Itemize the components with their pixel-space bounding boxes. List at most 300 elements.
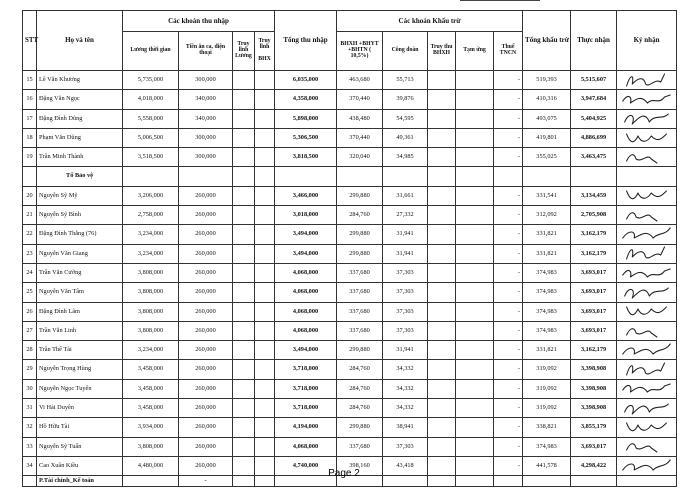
row-tax: -	[494, 148, 523, 167]
row-arrears-insurance	[428, 379, 456, 398]
row-total-deduction: 331,541	[523, 186, 571, 205]
row-salary: 3,934,000	[123, 418, 179, 437]
row-total-income: 4,740,000	[275, 456, 337, 475]
row-salary: 3,234,000	[123, 341, 179, 360]
row-arrears-bhx	[255, 379, 275, 398]
signature-icon	[619, 91, 674, 108]
row-net: 4,298,422	[571, 456, 617, 475]
signature-icon	[619, 226, 674, 243]
row-meal: 300,000	[179, 71, 233, 90]
row-name: Đặng Đình Dũng	[37, 109, 123, 128]
row-arrears-bhx	[255, 148, 275, 167]
row-meal: 340,000	[179, 90, 233, 109]
row-net: 4,886,699	[571, 128, 617, 147]
row-arrears-bhx	[255, 225, 275, 244]
row-meal: 300,000	[179, 128, 233, 147]
row-union: 34,332	[383, 399, 428, 418]
col-tax: Thuế TNCN	[494, 32, 523, 71]
row-advance	[456, 399, 494, 418]
signature-mark	[617, 399, 677, 418]
table-row	[23, 225, 677, 244]
row-advance	[456, 263, 494, 282]
row-meal: 260,000	[179, 263, 233, 282]
row-tax: -	[494, 418, 523, 437]
row-insurance: 299,880	[337, 418, 383, 437]
row-name: Nguyễn Văn Tâm	[37, 283, 123, 302]
row-net: 3,398,908	[571, 360, 617, 379]
row-union: 37,303	[383, 263, 428, 282]
row-tax: -	[494, 263, 523, 282]
signature-mark	[617, 71, 677, 90]
row-arrears-bhx	[255, 321, 275, 340]
row-insurance: 284,760	[337, 360, 383, 379]
signature-icon	[619, 284, 674, 301]
row-tax: -	[494, 456, 523, 475]
row-tax: -	[494, 244, 523, 263]
row-total-income: 3,018,000	[275, 206, 337, 225]
row-total-deduction: 519,393	[523, 71, 571, 90]
row-total-deduction: 319,092	[523, 399, 571, 418]
row-salary: 4,018,000	[123, 90, 179, 109]
col-arrears-insurance: Truy thu BHXH	[428, 32, 456, 71]
signature-mark	[617, 283, 677, 302]
row-salary: 3,808,000	[123, 302, 179, 321]
row-advance	[456, 109, 494, 128]
row-tax: -	[494, 321, 523, 340]
row-total-income: 3,718,000	[275, 360, 337, 379]
col-arrears-bhx	[255, 32, 275, 71]
row-union: 34,332	[383, 379, 428, 398]
row-total-income: 4,194,000	[275, 418, 337, 437]
row-union: 34,332	[383, 360, 428, 379]
row-total-deduction: 331,821	[523, 341, 571, 360]
row-advance	[456, 379, 494, 398]
row-total-deduction: 374,983	[523, 302, 571, 321]
row-meal: 340,000	[179, 109, 233, 128]
row-arrears-bhx	[255, 341, 275, 360]
table-row	[23, 90, 677, 109]
row-tax: -	[494, 109, 523, 128]
row-net: 3,693,017	[571, 283, 617, 302]
row-total-income: 4,068,000	[275, 263, 337, 282]
table-row	[23, 109, 677, 128]
signature-icon	[619, 245, 674, 262]
signature-icon	[619, 361, 674, 378]
table-row	[23, 128, 677, 147]
row-arrears-insurance	[428, 399, 456, 418]
row-advance	[456, 321, 494, 340]
row-meal: 260,000	[179, 360, 233, 379]
row-tax: -	[494, 341, 523, 360]
col-total-deduction: Tổng khấu trừ	[523, 11, 571, 71]
row-total-income: 4,068,000	[275, 302, 337, 321]
table-row	[23, 341, 677, 360]
row-stt: 26	[23, 302, 37, 321]
row-name: Đặng Đình Lâm	[37, 302, 123, 321]
row-net: 3,134,459	[571, 186, 617, 205]
row-insurance: 284,760	[337, 206, 383, 225]
signature-mark	[617, 302, 677, 321]
row-meal: 300,000	[179, 148, 233, 167]
row-name: Cao Xuân Kiều	[37, 456, 123, 475]
row-meal: 260,000	[179, 437, 233, 456]
footer-dash: -	[179, 476, 233, 487]
row-total-income: 6,035,000	[275, 71, 337, 90]
row-advance	[456, 437, 494, 456]
row-union: 27,332	[383, 206, 428, 225]
signature-icon	[619, 303, 674, 320]
table-row	[23, 263, 677, 282]
row-salary: 3,234,000	[123, 225, 179, 244]
row-net: 3,693,017	[571, 437, 617, 456]
row-total-income: 4,068,000	[275, 283, 337, 302]
row-salary: 3,518,500	[123, 148, 179, 167]
row-name: Trần Văn Linh	[37, 321, 123, 340]
signature-mark	[617, 186, 677, 205]
row-arrears-salary	[233, 263, 255, 282]
row-stt: 31	[23, 399, 37, 418]
payroll-table	[22, 10, 677, 487]
row-arrears-insurance	[428, 244, 456, 263]
footer-label: P.Tài chính_Kế toán	[37, 476, 123, 487]
row-tax: -	[494, 379, 523, 398]
row-advance	[456, 90, 494, 109]
col-salary: Lương thời gian	[123, 32, 179, 71]
col-total-income: Tổng thu nhập	[275, 11, 337, 71]
row-arrears-salary	[233, 206, 255, 225]
row-union: 37,303	[383, 321, 428, 340]
row-arrears-insurance	[428, 437, 456, 456]
table-row	[23, 418, 677, 437]
table-row	[23, 360, 677, 379]
row-name: Lê Văn Khương	[37, 71, 123, 90]
signature-icon	[619, 419, 674, 436]
row-net: 3,162,179	[571, 244, 617, 263]
row-total-deduction: 331,821	[523, 225, 571, 244]
row-union: 34,985	[383, 148, 428, 167]
row-arrears-bhx	[255, 399, 275, 418]
row-net: 3,463,475	[571, 148, 617, 167]
row-arrears-salary	[233, 148, 255, 167]
row-arrears-salary	[233, 418, 255, 437]
row-meal: 260,000	[179, 321, 233, 340]
row-net: 3,693,017	[571, 263, 617, 282]
row-insurance: 337,680	[337, 283, 383, 302]
table-row	[23, 206, 677, 225]
signature-mark	[617, 321, 677, 340]
row-tax: -	[494, 71, 523, 90]
row-arrears-insurance	[428, 360, 456, 379]
row-tax: -	[494, 128, 523, 147]
row-insurance: 463,680	[337, 71, 383, 90]
row-total-income: 3,494,000	[275, 225, 337, 244]
col-bhx-label: BHX	[258, 55, 271, 62]
row-insurance: 398,160	[337, 456, 383, 475]
row-arrears-insurance	[428, 283, 456, 302]
table-row	[23, 321, 677, 340]
row-salary: 5,006,500	[123, 128, 179, 147]
signature-icon	[619, 380, 674, 397]
row-insurance: 337,680	[337, 302, 383, 321]
row-salary: 5,735,000	[123, 71, 179, 90]
signature-icon	[619, 400, 674, 417]
row-net: 3,162,179	[571, 225, 617, 244]
signature-mark	[617, 206, 677, 225]
row-union: 38,941	[383, 418, 428, 437]
row-name: Trần Văn Cường	[37, 263, 123, 282]
col-stt: STT	[23, 11, 37, 71]
col-deduction-group: Các khoản Khấu trừ	[337, 11, 523, 32]
signature-mark	[617, 418, 677, 437]
row-union: 31,941	[383, 225, 428, 244]
row-name: Hồ Hữu Tài	[37, 418, 123, 437]
row-net: 5,515,607	[571, 71, 617, 90]
row-salary: 3,206,000	[123, 186, 179, 205]
row-arrears-insurance	[428, 109, 456, 128]
payroll-sheet	[22, 10, 676, 487]
row-name: Nguyễn Ngọc Tuyến	[37, 379, 123, 398]
row-stt: 25	[23, 283, 37, 302]
row-net: 3,947,684	[571, 90, 617, 109]
table-row	[23, 71, 677, 90]
signature-mark	[617, 148, 677, 167]
row-net: 3,693,017	[571, 302, 617, 321]
col-arrears-bhx-label: Truy lĩnh	[258, 38, 271, 51]
signature-icon	[619, 207, 674, 224]
row-stt: 27	[23, 321, 37, 340]
row-total-deduction: 493,075	[523, 109, 571, 128]
row-meal: 260,000	[179, 302, 233, 321]
row-union: 31,941	[383, 244, 428, 263]
page-label: Page 2	[328, 468, 360, 479]
signature-mark	[617, 379, 677, 398]
signature-icon	[619, 187, 674, 204]
row-union: 43,418	[383, 456, 428, 475]
signature-mark	[617, 128, 677, 147]
row-total-deduction: 410,316	[523, 90, 571, 109]
row-arrears-salary	[233, 283, 255, 302]
row-arrears-salary	[233, 90, 255, 109]
row-arrears-salary	[233, 225, 255, 244]
row-insurance: 337,680	[337, 321, 383, 340]
row-arrears-bhx	[255, 263, 275, 282]
row-salary: 4,480,000	[123, 456, 179, 475]
row-name: Nguyễn Sỹ Mỹ	[37, 186, 123, 205]
row-arrears-salary	[233, 360, 255, 379]
row-name: Nguyễn Văn Giang	[37, 244, 123, 263]
col-insurance: BHXH +BHYT +BHTN ( 10,5%)	[337, 32, 383, 71]
row-total-deduction: 355,025	[523, 148, 571, 167]
col-sign: Ký nhận	[617, 11, 677, 71]
row-arrears-salary	[233, 399, 255, 418]
col-name: Họ và tên	[37, 11, 123, 71]
row-advance	[456, 283, 494, 302]
row-total-income: 5,898,000	[275, 109, 337, 128]
signature-mark	[617, 437, 677, 456]
row-arrears-insurance	[428, 71, 456, 90]
signature-icon	[619, 130, 674, 147]
row-union: 37,303	[383, 283, 428, 302]
row-salary: 3,808,000	[123, 321, 179, 340]
row-arrears-salary	[233, 186, 255, 205]
col-income-group: Các khoản thu nhập	[123, 11, 275, 32]
row-salary: 2,758,000	[123, 206, 179, 225]
row-union: 39,876	[383, 90, 428, 109]
signature-mark	[617, 109, 677, 128]
table-row	[23, 244, 677, 263]
row-advance	[456, 418, 494, 437]
row-name: Vi Hải Duyên	[37, 399, 123, 418]
row-total-deduction: 374,983	[523, 263, 571, 282]
row-advance	[456, 360, 494, 379]
row-arrears-insurance	[428, 128, 456, 147]
signature-icon	[619, 110, 674, 127]
row-arrears-salary	[233, 379, 255, 398]
row-arrears-insurance	[428, 225, 456, 244]
row-total-deduction: 374,983	[523, 437, 571, 456]
row-tax: -	[494, 302, 523, 321]
row-stt: 15	[23, 71, 37, 90]
row-stt: 33	[23, 437, 37, 456]
table-row	[23, 379, 677, 398]
table-row	[23, 148, 677, 167]
row-arrears-bhx	[255, 206, 275, 225]
row-arrears-salary	[233, 341, 255, 360]
row-total-income: 3,818,500	[275, 148, 337, 167]
row-name: Trần Thế Tài	[37, 341, 123, 360]
row-salary: 3,458,000	[123, 360, 179, 379]
row-arrears-insurance	[428, 418, 456, 437]
row-union: 49,361	[383, 128, 428, 147]
row-arrears-salary	[233, 302, 255, 321]
row-arrears-salary	[233, 244, 255, 263]
row-total-income: 4,068,000	[275, 321, 337, 340]
row-stt: 19	[23, 148, 37, 167]
row-advance	[456, 71, 494, 90]
row-arrears-bhx	[255, 244, 275, 263]
row-arrears-bhx	[255, 360, 275, 379]
row-salary: 3,808,000	[123, 283, 179, 302]
row-meal: 260,000	[179, 399, 233, 418]
signature-icon	[619, 438, 674, 455]
row-salary: 3,808,000	[123, 263, 179, 282]
row-total-deduction: 319,092	[523, 379, 571, 398]
row-meal: 260,000	[179, 244, 233, 263]
row-arrears-insurance	[428, 206, 456, 225]
signature-icon	[619, 342, 674, 359]
row-arrears-insurance	[428, 263, 456, 282]
signature-mark	[617, 90, 677, 109]
row-total-income: 4,068,000	[275, 437, 337, 456]
row-arrears-bhx	[255, 90, 275, 109]
signature-icon	[619, 149, 674, 166]
row-union: 37,303	[383, 302, 428, 321]
row-insurance: 299,880	[337, 186, 383, 205]
row-tax: -	[494, 186, 523, 205]
row-advance	[456, 341, 494, 360]
row-total-deduction: 374,983	[523, 283, 571, 302]
row-arrears-bhx	[255, 302, 275, 321]
row-meal: 260,000	[179, 283, 233, 302]
row-tax: -	[494, 399, 523, 418]
row-insurance: 284,760	[337, 379, 383, 398]
signature-mark	[617, 263, 677, 282]
row-total-deduction: 419,801	[523, 128, 571, 147]
row-tax: -	[494, 90, 523, 109]
row-advance	[456, 225, 494, 244]
row-salary: 3,458,000	[123, 379, 179, 398]
row-stt: 18	[23, 128, 37, 147]
row-stt: 21	[23, 206, 37, 225]
row-total-deduction: 338,821	[523, 418, 571, 437]
row-union: 31,941	[383, 341, 428, 360]
row-arrears-bhx	[255, 437, 275, 456]
row-advance	[456, 302, 494, 321]
row-name: Nguyễn Sỹ Bình	[37, 206, 123, 225]
table-row	[23, 283, 677, 302]
row-insurance: 438,480	[337, 109, 383, 128]
row-meal: 260,000	[179, 206, 233, 225]
row-insurance: 337,680	[337, 263, 383, 282]
col-union: Công đoàn	[383, 32, 428, 71]
row-insurance: 337,680	[337, 437, 383, 456]
row-net: 5,404,925	[571, 109, 617, 128]
row-stt: 32	[23, 418, 37, 437]
row-net: 3,398,908	[571, 379, 617, 398]
row-advance	[456, 148, 494, 167]
top-rule	[460, 0, 540, 1]
row-total-deduction: 374,983	[523, 321, 571, 340]
row-total-income: 5,306,500	[275, 128, 337, 147]
row-advance	[456, 128, 494, 147]
row-net: 3,693,017	[571, 321, 617, 340]
row-arrears-insurance	[428, 341, 456, 360]
row-salary: 3,458,000	[123, 399, 179, 418]
row-union: 31,661	[383, 186, 428, 205]
row-arrears-insurance	[428, 186, 456, 205]
row-stt: 20	[23, 186, 37, 205]
row-insurance: 299,880	[337, 225, 383, 244]
row-arrears-insurance	[428, 302, 456, 321]
row-arrears-salary	[233, 71, 255, 90]
table-row	[23, 186, 677, 205]
signature-icon	[619, 72, 674, 89]
signature-mark	[617, 244, 677, 263]
row-arrears-salary	[233, 437, 255, 456]
row-arrears-salary	[233, 109, 255, 128]
col-advance: Tạm ứng	[456, 32, 494, 71]
row-tax: -	[494, 283, 523, 302]
row-net: 2,705,908	[571, 206, 617, 225]
table-row	[23, 302, 677, 321]
signature-mark	[617, 341, 677, 360]
row-stt: 24	[23, 263, 37, 282]
row-stt: 28	[23, 341, 37, 360]
row-total-deduction: 319,092	[523, 360, 571, 379]
row-advance	[456, 206, 494, 225]
row-total-deduction: 331,821	[523, 244, 571, 263]
row-tax: -	[494, 360, 523, 379]
row-arrears-salary	[233, 321, 255, 340]
row-insurance: 320,040	[337, 148, 383, 167]
row-union: 37,303	[383, 437, 428, 456]
row-tax: -	[494, 437, 523, 456]
row-name: Trần Minh Thành	[37, 148, 123, 167]
row-advance	[456, 244, 494, 263]
row-tax: -	[494, 206, 523, 225]
row-stt: 16	[23, 90, 37, 109]
row-arrears-bhx	[255, 128, 275, 147]
